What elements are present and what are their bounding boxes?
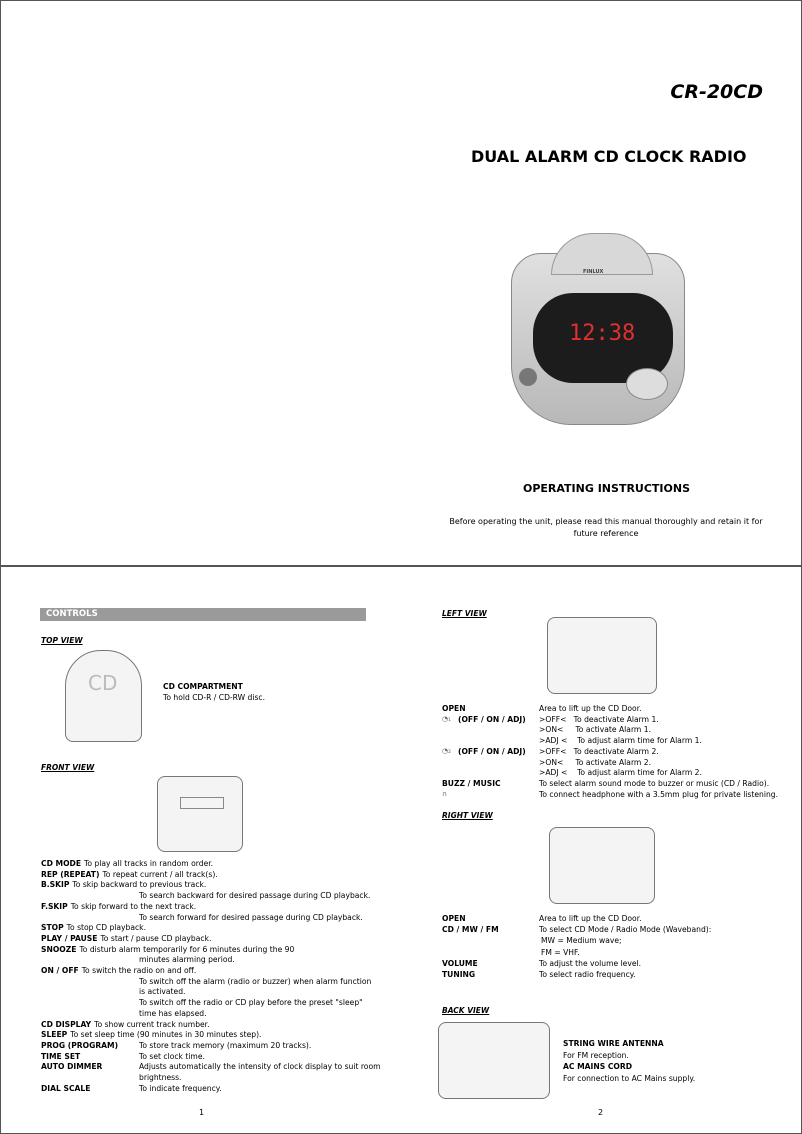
control-desc-continued: minutes alarming period. — [139, 955, 235, 965]
back-view-heading: BACK VIEW — [442, 1006, 490, 1015]
control-row — [41, 1030, 261, 1039]
control-desc-continued: time has elapsed. — [139, 1008, 207, 1018]
control-desc: Area to lift up the CD Door. — [539, 914, 642, 923]
control-desc: To stop CD playback. — [66, 923, 146, 933]
right-view-drawing — [549, 827, 655, 904]
control-desc: >ON< To activate Alarm 1. — [539, 725, 651, 735]
control-name: TIME SET — [41, 1051, 81, 1061]
control-desc: To skip backward to previous track. — [72, 880, 207, 890]
control-desc-continued: To switch off the alarm (radio or buzzer) when alarm function — [139, 976, 372, 986]
control-desc-continued: To switch off the radio or CD play before the preset "sleep" — [139, 998, 363, 1008]
control-name: CD MODE — [41, 859, 82, 868]
control-name: PROG (PROGRAM) — [41, 1040, 119, 1050]
control-desc: >ADJ < To adjust alarm time for Alarm 1. — [539, 736, 702, 746]
control-desc: To select CD Mode / Radio Mode (Waveband): — [539, 925, 712, 935]
control-name: AUTO DIMMER — [41, 1062, 103, 1072]
control-row — [41, 880, 206, 889]
control-name: (OFF / ON / ADJ) — [458, 746, 526, 756]
control-name: BUZZ / MUSIC — [442, 778, 501, 788]
control-row — [41, 945, 294, 954]
top-view-heading: TOP VIEW — [41, 636, 83, 645]
antenna-label: STRING WIRE ANTENNA — [563, 1039, 664, 1048]
controls-section-header: CONTROLS — [40, 608, 366, 621]
control-name: DIAL SCALE — [41, 1083, 91, 1093]
document-title: DUAL ALARM CD CLOCK RADIO — [471, 147, 747, 166]
control-desc: To select alarm sound mode to buzzer or music (CD / Radio). — [539, 778, 770, 788]
right-view-heading: RIGHT VIEW — [442, 811, 493, 820]
control-name: SNOOZE — [41, 944, 77, 954]
clock-display: 12:38 — [569, 321, 636, 346]
control-name: REP (REPEAT) — [41, 869, 100, 879]
control-desc: To indicate frequency. — [139, 1083, 222, 1093]
control-desc: >ON< To activate Alarm 2. — [539, 757, 651, 767]
control-desc: To set sleep time (90 minutes in 30 minutes step). — [70, 1030, 262, 1040]
control-row — [41, 1020, 210, 1029]
control-row — [41, 934, 211, 943]
left-view-drawing — [547, 617, 657, 694]
mains-cord-desc: For connection to AC Mains supply. — [563, 1074, 696, 1083]
control-desc: To show current track number. — [94, 1019, 210, 1029]
control-desc: To start / pause CD playback. — [100, 933, 212, 943]
control-name: OPEN — [442, 914, 466, 923]
control-desc-continued: is activated. — [139, 987, 186, 997]
top-view-drawing: CD — [65, 650, 142, 742]
control-name: CD DISPLAY — [41, 1019, 92, 1029]
headphone-icon: ∩ — [442, 789, 448, 798]
control-desc: To connect headphone with a 3.5mm plug for private listening. — [539, 789, 778, 799]
control-name: SLEEP — [41, 1030, 68, 1040]
control-desc: To play all tracks in random order. — [84, 859, 214, 868]
control-name: VOLUME — [442, 958, 478, 968]
control-name: F.SKIP — [41, 901, 68, 911]
control-name: ON / OFF — [41, 966, 79, 975]
control-desc-continued: To search backward for desired passage during CD playback. — [139, 891, 371, 901]
control-desc: To switch the radio on and off. — [81, 966, 197, 975]
back-view-drawing — [438, 1022, 550, 1099]
control-row — [41, 902, 196, 911]
control-desc: To select radio frequency. — [539, 970, 636, 979]
control-desc: To repeat current / all track(s). — [102, 869, 218, 879]
front-view-drawing — [157, 776, 243, 852]
control-row — [41, 859, 213, 868]
page-number-2: 2 — [598, 1108, 604, 1117]
control-desc: MW = Medium wave; — [541, 936, 622, 946]
front-view-heading: FRONT VIEW — [41, 763, 95, 772]
antenna-desc: For FM reception. — [563, 1051, 629, 1060]
cover-page — [0, 0, 802, 566]
control-desc: To disturb alarm temporarily for 6 minutes during the 90 — [79, 944, 295, 954]
control-desc: Adjusts automatically the intensity of clock display to suit room — [139, 1062, 381, 1072]
page-number-1: 1 — [199, 1108, 205, 1117]
control-desc: To skip forward to the next track. — [70, 901, 197, 911]
control-row — [41, 966, 196, 975]
alarm2-icon: ◔₂ — [442, 746, 451, 755]
control-desc: Area to lift up the CD Door. — [539, 704, 642, 713]
control-desc: >OFF< To deactivate Alarm 2. — [539, 746, 659, 756]
mains-cord-label: AC MAINS CORD — [563, 1062, 633, 1071]
control-row — [41, 923, 146, 932]
operating-instructions-heading: OPERATING INSTRUCTIONS — [523, 482, 690, 495]
controls-pages — [0, 566, 802, 1134]
control-desc: To store track memory (maximum 20 tracks). — [139, 1040, 312, 1050]
model-number: CR-20CD — [670, 81, 763, 103]
control-name: B.SKIP — [41, 880, 70, 890]
alarm1-icon: ◔₁ — [442, 714, 451, 723]
product-photo — [511, 233, 689, 423]
control-name: STOP — [41, 923, 64, 933]
control-desc: >OFF< To deactivate Alarm 1. — [539, 714, 659, 724]
cd-compartment-label: CD COMPARTMENT — [163, 682, 243, 691]
control-desc: >ADJ < To adjust alarm time for Alarm 2. — [539, 768, 702, 778]
read-manual-note: Before operating the unit, please read this manual thoroughly and retain it for future reference — [449, 517, 763, 538]
brand-logo: FINLUX — [583, 269, 604, 275]
cd-compartment-desc: To hold CD-R / CD-RW disc. — [163, 693, 266, 702]
control-name: CD / MW / FM — [442, 925, 499, 935]
control-desc: To adjust the volume level. — [539, 958, 642, 968]
control-name: (OFF / ON / ADJ) — [458, 714, 526, 724]
control-desc-continued: brightness. — [139, 1073, 182, 1082]
control-row — [41, 870, 218, 879]
control-name: OPEN — [442, 704, 466, 713]
control-name: TUNING — [442, 970, 476, 979]
control-desc-continued: To search forward for desired passage during CD playback. — [139, 912, 363, 922]
control-name: PLAY / PAUSE — [41, 933, 98, 943]
control-desc: FM = VHF. — [541, 947, 580, 957]
left-view-heading: LEFT VIEW — [442, 609, 487, 618]
control-desc: To set clock time. — [139, 1051, 205, 1061]
